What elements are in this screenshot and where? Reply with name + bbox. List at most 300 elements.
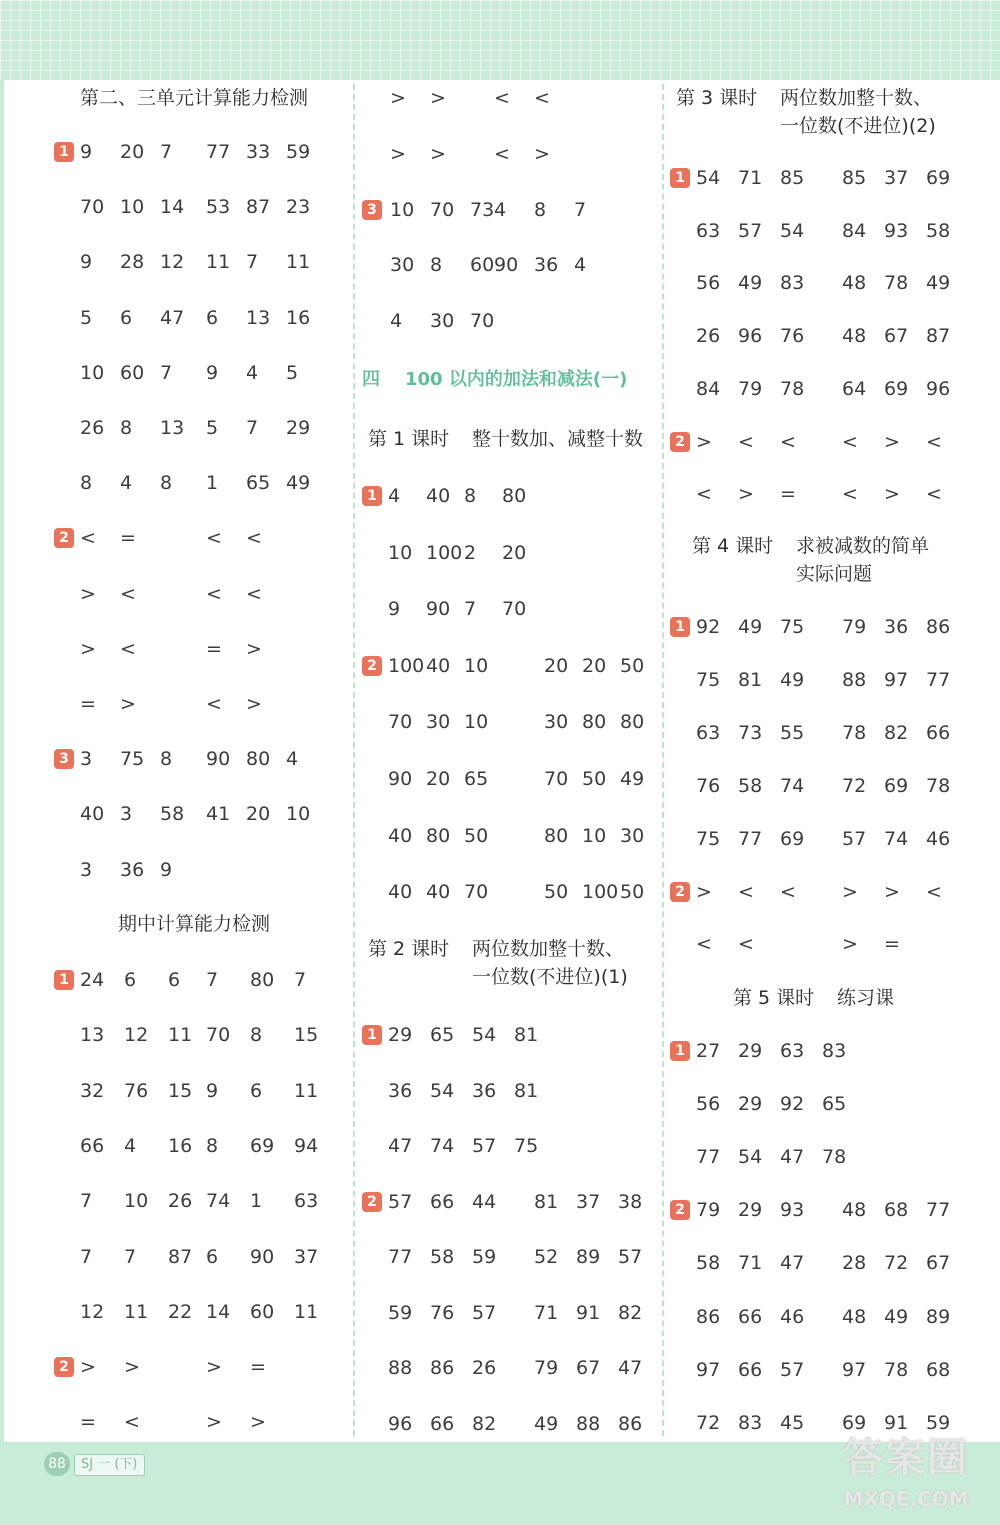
answer-value: 29	[738, 1093, 763, 1116]
answer-value: 86	[618, 1412, 643, 1435]
answer-value: 58	[430, 1246, 455, 1268]
answer-value: 85	[780, 167, 805, 189]
comparison-sign: <	[206, 693, 222, 715]
answer-value: 36	[472, 1079, 497, 1102]
comparison-sign: =	[120, 527, 136, 550]
answer-value: 79	[738, 377, 763, 400]
comparison-sign: >	[696, 430, 712, 453]
answer-row	[362, 816, 652, 856]
answer-value: 69	[780, 827, 805, 850]
answer-value: 4	[390, 310, 403, 333]
answer-value: 71	[534, 1301, 559, 1324]
lesson-label: 第 2 课时	[368, 938, 450, 960]
answer-value: 71	[738, 1252, 763, 1275]
answer-value: 75	[120, 748, 145, 771]
answer-row	[670, 422, 990, 462]
comparison-sign: <	[926, 430, 942, 453]
answer-value: 78	[822, 1146, 847, 1169]
answer-value: 81	[514, 1024, 539, 1046]
answer-value: 47	[780, 1146, 805, 1169]
chapter-title: 100 以内的加法和减法(一)	[405, 369, 628, 390]
answer-value: 55	[780, 721, 805, 744]
answer-value: 4	[120, 472, 133, 495]
answer-value: 87	[246, 196, 271, 219]
answer-value: 72	[696, 1411, 721, 1434]
answer-value: 7	[246, 417, 259, 439]
answer-value: 69	[884, 377, 909, 400]
answer-row	[362, 646, 652, 686]
answer-value: 70	[80, 196, 105, 219]
answer-value: 80	[582, 711, 607, 734]
watermark-text: 答案圈	[843, 1435, 969, 1481]
answer-value: 59	[388, 1301, 413, 1324]
answer-row	[670, 1350, 990, 1390]
comparison-sign: =	[780, 483, 796, 506]
answer-value: 5	[286, 361, 299, 384]
top-decorative-band	[0, 0, 1000, 80]
answer-value: 82	[884, 721, 909, 744]
page-number: 88	[44, 1452, 70, 1476]
answer-value: 41	[206, 803, 231, 826]
answer-value: 67	[884, 325, 909, 348]
answer-value: 58	[696, 1252, 721, 1275]
answer-row	[54, 408, 344, 448]
answer-value: 74	[430, 1135, 455, 1157]
lesson-label: 第 1 课时	[368, 428, 450, 450]
comparison-sign: <	[780, 430, 796, 453]
answer-value: 10	[80, 361, 105, 384]
answer-row	[670, 924, 990, 964]
answer-value: 57	[618, 1246, 643, 1268]
column-divider	[662, 84, 664, 1436]
answer-value: 57	[842, 827, 867, 850]
question-number-badge: 2	[670, 882, 690, 902]
answer-value: 90	[388, 768, 413, 790]
answer-value: 81	[534, 1190, 559, 1213]
answer-value: 79	[534, 1357, 559, 1379]
answer-value: 26	[472, 1357, 497, 1379]
answer-value: 79	[696, 1199, 721, 1222]
answer-row	[54, 1015, 344, 1055]
answer-value: 20	[582, 654, 607, 677]
comparison-sign: >	[206, 1411, 222, 1434]
left-edge-band	[0, 80, 4, 1442]
answer-row	[670, 211, 990, 251]
answer-value: 78	[926, 774, 951, 797]
answer-value: 54	[696, 167, 721, 189]
answer-value: 46	[926, 827, 951, 850]
answer-value: 76	[780, 325, 805, 348]
lesson-title: 实际问题	[796, 563, 873, 585]
answer-row	[670, 1084, 990, 1124]
answer-value: 6	[206, 1245, 219, 1268]
answer-row	[54, 739, 344, 779]
answer-value: 68	[884, 1199, 909, 1222]
answer-value: 7	[246, 251, 259, 274]
answer-value: 83	[780, 272, 805, 295]
answer-value: 9	[80, 251, 93, 274]
answer-value: 97	[842, 1358, 867, 1381]
answer-row	[54, 463, 344, 503]
answer-row	[54, 132, 344, 172]
answer-value: 76	[696, 774, 721, 797]
question-number-badge: 1	[54, 970, 74, 990]
answer-value: 58	[160, 803, 185, 826]
answer-value: 13	[160, 417, 185, 439]
chapter-number: 四	[362, 369, 380, 390]
answer-value: 12	[160, 251, 185, 274]
answer-value: 63	[780, 1040, 805, 1062]
answer-value: 22	[168, 1300, 193, 1323]
answer-row	[54, 298, 344, 338]
question-number-badge: 2	[54, 528, 74, 548]
answer-value: 11	[206, 251, 231, 274]
answer-value: 70	[464, 881, 489, 904]
answer-value: 9	[160, 858, 173, 881]
answer-row	[54, 518, 344, 558]
answer-value: 66	[926, 721, 951, 744]
answer-value: 15	[294, 1024, 319, 1047]
answer-value: 4	[388, 485, 401, 507]
answer-value: 78	[884, 272, 909, 295]
question-number-badge: 3	[54, 749, 74, 769]
comparison-sign: <	[696, 933, 712, 956]
answer-value: 75	[696, 827, 721, 850]
answer-row	[362, 78, 652, 118]
answer-value: 65	[246, 472, 271, 495]
answer-value: 73	[470, 198, 495, 221]
answer-value: 82	[472, 1412, 497, 1435]
answer-value: 54	[780, 219, 805, 242]
answer-value: 20	[502, 541, 527, 564]
answer-value: 96	[738, 325, 763, 348]
comparison-sign: <	[926, 483, 942, 506]
answer-value: 5	[80, 306, 93, 329]
answer-row	[362, 245, 652, 285]
lesson-label: 第 3 课时	[676, 87, 758, 109]
comparison-sign: >	[884, 880, 900, 903]
comparison-sign: >	[390, 87, 406, 109]
answer-value: 40	[426, 485, 451, 507]
answer-value: 4	[494, 198, 507, 221]
answer-value: 69	[842, 1411, 867, 1434]
answer-value: 92	[696, 616, 721, 638]
answer-value: 4	[286, 748, 299, 771]
answer-value: 27	[696, 1040, 721, 1062]
answer-value: 57	[472, 1135, 497, 1157]
comparison-sign: >	[80, 1356, 96, 1379]
answer-value: 7	[206, 969, 219, 991]
answer-value: 83	[822, 1040, 847, 1062]
answer-row	[54, 850, 344, 890]
answer-value: 14	[160, 196, 185, 219]
answer-value: 57	[388, 1190, 413, 1213]
answer-value: 48	[842, 325, 867, 348]
answer-value: 9	[388, 598, 401, 621]
answer-value: 73	[738, 721, 763, 744]
answer-value: 36	[120, 858, 145, 881]
answer-value: 63	[696, 219, 721, 242]
answer-value: 29	[286, 417, 311, 439]
answer-value: 60	[120, 361, 145, 384]
answer-value: 29	[738, 1199, 763, 1222]
answer-value: 10	[390, 198, 415, 221]
answer-value: 66	[80, 1134, 105, 1157]
answer-value: 84	[842, 219, 867, 242]
answer-value: 8	[534, 198, 547, 221]
comparison-sign: <	[780, 880, 796, 903]
answer-row	[54, 353, 344, 393]
comparison-sign: >	[884, 430, 900, 453]
answer-row	[670, 158, 990, 198]
answer-value: 65	[464, 768, 489, 790]
answer-value: 80	[250, 969, 275, 991]
answer-value: 83	[738, 1411, 763, 1434]
answer-row	[54, 1237, 344, 1277]
answer-value: 85	[842, 167, 867, 189]
answer-value: 49	[738, 616, 763, 638]
comparison-sign: >	[206, 1356, 222, 1379]
answer-value: 76	[124, 1079, 149, 1102]
answer-value: 36	[388, 1079, 413, 1102]
answer-value: 50	[620, 654, 645, 677]
answer-value: 93	[780, 1199, 805, 1222]
answer-value: 47	[388, 1135, 413, 1157]
answer-value: 26	[80, 417, 105, 439]
answer-value: 64	[842, 377, 867, 400]
answer-value: 58	[926, 219, 951, 242]
answer-value: 82	[618, 1301, 643, 1324]
answer-value: 7	[160, 361, 173, 384]
comparison-sign: =	[206, 637, 222, 660]
answer-value: 74	[884, 827, 909, 850]
comparison-sign: <	[124, 1411, 140, 1434]
answer-value: 49	[738, 272, 763, 295]
answer-row	[54, 629, 344, 669]
comparison-sign: <	[696, 483, 712, 506]
answer-value: 56	[696, 1093, 721, 1116]
comparison-sign: >	[842, 933, 858, 956]
answer-value: 80	[544, 824, 569, 847]
answer-row	[362, 301, 652, 341]
answer-value: 8	[206, 1134, 219, 1157]
answer-value: 50	[464, 824, 489, 847]
answer-value: 86	[696, 1305, 721, 1328]
answer-row	[670, 263, 990, 303]
answer-value: 66	[430, 1412, 455, 1435]
answer-value: 68	[926, 1358, 951, 1381]
answer-row	[362, 190, 652, 230]
question-number-badge: 2	[54, 1357, 74, 1377]
comparison-sign: >	[390, 142, 406, 165]
comparison-sign: =	[884, 933, 900, 956]
answer-value: 54	[430, 1079, 455, 1102]
answer-value: 11	[124, 1300, 149, 1323]
answer-value: 48	[842, 272, 867, 295]
comparison-sign: >	[884, 483, 900, 506]
answer-value: 3	[80, 858, 93, 881]
answer-value: 81	[514, 1079, 539, 1102]
watermark-logo	[820, 1432, 992, 1514]
answer-value: 10	[464, 711, 489, 734]
answer-value: 70	[544, 768, 569, 790]
answer-value: 80	[620, 711, 645, 734]
answer-value: 24	[80, 969, 105, 991]
answer-value: 58	[738, 774, 763, 797]
comparison-sign: >	[120, 693, 136, 715]
answer-row	[670, 1137, 990, 1177]
answer-value: 37	[576, 1190, 601, 1213]
comparison-sign: <	[120, 582, 136, 605]
answer-row	[670, 660, 990, 700]
answer-value: 10	[582, 824, 607, 847]
answer-row	[54, 574, 344, 614]
answer-value: 5	[206, 417, 219, 439]
answer-value: 6	[250, 1079, 263, 1102]
answer-value: 28	[120, 251, 145, 274]
answer-value: 26	[696, 325, 721, 348]
answer-row	[362, 759, 652, 799]
comparison-sign: <	[534, 87, 550, 109]
answer-row	[670, 819, 990, 859]
comparison-sign: <	[738, 430, 754, 453]
answer-value: 70	[430, 198, 455, 221]
answer-value: 75	[696, 668, 721, 691]
answer-row	[362, 1182, 652, 1222]
comparison-sign: <	[206, 582, 222, 605]
answer-row	[670, 474, 990, 514]
answer-value: 75	[780, 616, 805, 638]
answer-value: 7	[574, 198, 587, 221]
answer-row	[362, 1071, 652, 1111]
answer-value: 29	[738, 1040, 763, 1062]
answer-value: 78	[780, 377, 805, 400]
answer-value: 59	[286, 141, 311, 163]
lesson-label: 第 4 课时	[692, 535, 774, 557]
answer-value: 96	[926, 377, 951, 400]
answer-value: 91	[576, 1301, 601, 1324]
answer-value: 59	[926, 1411, 951, 1434]
answer-value: 52	[534, 1246, 559, 1268]
answer-value: 93	[884, 219, 909, 242]
answer-value: 12	[80, 1300, 105, 1323]
question-number-badge: 1	[362, 486, 382, 506]
answer-value: 49	[286, 472, 311, 495]
answer-value: 97	[884, 668, 909, 691]
answer-value: 8	[250, 1024, 263, 1047]
comparison-sign: >	[246, 693, 262, 715]
comparison-sign: <	[842, 483, 858, 506]
section-title: 期中计算能力检测	[118, 913, 271, 935]
answer-value: 23	[286, 196, 311, 219]
answer-value: 66	[738, 1358, 763, 1381]
answer-value: 38	[618, 1190, 643, 1213]
question-number-badge: 1	[670, 617, 690, 637]
answer-value: 77	[696, 1146, 721, 1169]
answer-value: 32	[80, 1079, 105, 1102]
answer-value: 33	[246, 141, 271, 163]
answer-value: 77	[926, 1199, 951, 1222]
answer-value: 37	[884, 167, 909, 189]
answer-value: 40	[388, 824, 413, 847]
answer-value: 100	[582, 881, 619, 904]
answer-value: 100	[426, 541, 463, 564]
answer-value: 30	[426, 711, 451, 734]
answer-row	[362, 872, 652, 912]
answer-value: 90	[494, 254, 519, 277]
answer-value: 60	[250, 1300, 275, 1323]
answer-value: 11	[294, 1300, 319, 1323]
question-number-badge: 1	[670, 168, 690, 188]
answer-value: 1	[250, 1190, 263, 1213]
answer-value: 47	[780, 1252, 805, 1275]
answer-value: 100	[388, 654, 425, 677]
comparison-sign: >	[738, 483, 754, 506]
comparison-sign: >	[430, 87, 446, 109]
comparison-sign: <	[738, 880, 754, 903]
answer-value: 15	[168, 1079, 193, 1102]
answer-value: 47	[160, 306, 185, 329]
answer-value: 86	[430, 1357, 455, 1379]
answer-value: 72	[842, 774, 867, 797]
answer-value: 50	[544, 881, 569, 904]
answer-value: 10	[464, 654, 489, 677]
answer-row	[54, 1402, 344, 1442]
answer-row	[54, 960, 344, 1000]
answer-value: 7	[464, 598, 477, 621]
answer-value: 29	[388, 1024, 413, 1046]
answer-value: 4	[246, 361, 259, 384]
answer-value: 36	[884, 616, 909, 638]
answer-value: 7	[80, 1245, 93, 1268]
answer-value: 89	[576, 1246, 601, 1268]
answer-value: 7	[124, 1245, 137, 1268]
answer-row	[362, 476, 652, 516]
answer-value: 53	[206, 196, 231, 219]
question-number-badge: 1	[362, 1025, 382, 1045]
answer-value: 56	[696, 272, 721, 295]
comparison-sign: <	[842, 430, 858, 453]
column-divider	[353, 84, 355, 1436]
answer-value: 7	[160, 141, 173, 163]
comparison-sign: >	[124, 1356, 140, 1379]
answer-value: 49	[620, 768, 645, 790]
comparison-sign: <	[738, 933, 754, 956]
answer-value: 97	[696, 1358, 721, 1381]
answer-value: 49	[534, 1412, 559, 1435]
answer-value: 90	[426, 598, 451, 621]
answer-row	[362, 533, 652, 573]
answer-value: 16	[286, 306, 311, 329]
comparison-sign: <	[926, 880, 942, 903]
answer-value: 40	[426, 881, 451, 904]
answer-value: 96	[388, 1412, 413, 1435]
answer-row	[670, 1243, 990, 1283]
answer-value: 6	[168, 969, 181, 991]
answer-value: 11	[294, 1079, 319, 1102]
answer-value: 36	[534, 254, 559, 277]
lesson-title: 一位数(不进位)(1)	[472, 966, 628, 988]
answer-value: 84	[696, 377, 721, 400]
answer-row	[54, 684, 344, 724]
answer-row	[54, 242, 344, 282]
book-tag: SJ 一 (下)	[74, 1454, 145, 1476]
answer-value: 20	[246, 803, 271, 826]
answer-value: 9	[206, 361, 219, 384]
answer-value: 63	[294, 1190, 319, 1213]
answer-value: 11	[168, 1024, 193, 1047]
question-number-badge: 1	[670, 1041, 690, 1061]
